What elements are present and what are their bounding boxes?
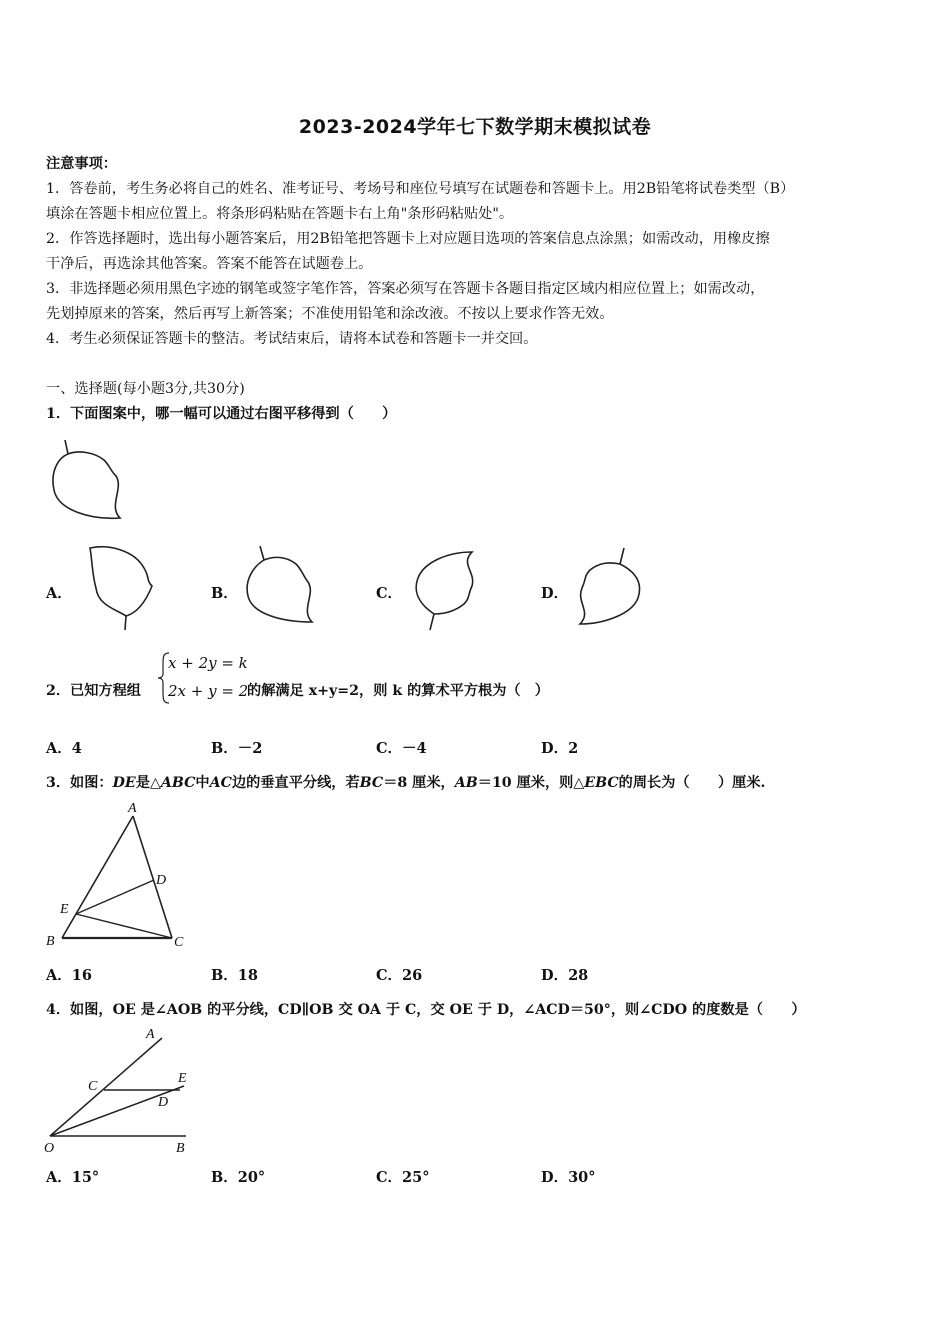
q3-text: 边的垂直平分线，若 [231, 775, 360, 791]
q3-text: 是△ [135, 775, 161, 791]
question-1: 1．下面图案中，哪一幅可以通过右图平移得到（ ） [46, 406, 397, 422]
angle-figure [40, 1024, 200, 1159]
q4-option-d: D．30° [541, 1169, 596, 1186]
notice-heading: 注意事项： [46, 156, 117, 172]
label-e: E [60, 902, 69, 917]
q3-var: BC [359, 775, 384, 791]
q3-var: AB [454, 775, 478, 791]
label-b: B [176, 1141, 185, 1156]
notice-line: 4．考生必须保证答题卡的整洁。考试结束后，请将本试卷和答题卡一并交回。 [46, 331, 538, 347]
q1-option-b: B． [211, 585, 238, 602]
q3-var: DE [112, 775, 136, 791]
leaf-option-c-figure [408, 542, 498, 637]
notice-line: 填涂在答题卡相应位置上。将条形码粘贴在答题卡右上角"条形码粘贴处"。 [46, 206, 514, 222]
section-heading: 一、选择题(每小题3分,共30分) [46, 381, 245, 397]
q2-option-b: B．－2 [211, 740, 263, 757]
notice-line: 干净后，再选涂其他答案。答案不能答在试题卷上。 [46, 256, 373, 272]
question-3 [46, 772, 766, 792]
label-o: O [44, 1141, 55, 1156]
label-a: A [128, 801, 137, 816]
page-title: 2023-2024学年七下数学期末模拟试卷 [298, 116, 652, 138]
q3-text: 3．如图： [46, 775, 113, 791]
label-d: D [158, 1095, 169, 1110]
q3-text: 中 [195, 775, 210, 791]
leaf-option-d-figure [572, 544, 662, 629]
triangle-figure [40, 800, 200, 955]
label-b: B [46, 934, 55, 949]
label-a: A [146, 1027, 155, 1042]
equation-1: x + 2y = k [168, 654, 248, 672]
q3-option-d: D．28 [541, 967, 589, 984]
q3-var: ABC [160, 775, 196, 791]
q2-option-a: A．4 [46, 740, 82, 757]
q3-option-c: C．26 [376, 967, 423, 984]
q3-var: AC [209, 775, 232, 791]
q3-option-a: A．16 [46, 967, 92, 984]
label-c: C [174, 935, 184, 950]
q4-option-b: B．20° [211, 1169, 266, 1186]
notice-line: 1．答卷前，考生务必将自己的姓名、准考证号、考场号和座位号填写在试题卷和答题卡上。用2B铅笔将试卷类型（B） [46, 181, 795, 197]
q4-option-c: C．25° [376, 1169, 430, 1186]
label-d: D [156, 873, 167, 888]
leaf-reference-figure [40, 436, 130, 526]
leaf-option-b-figure [238, 542, 328, 632]
notice-line: 先划掉原来的答案，然后再写上新答案；不准使用铅笔和涂改液。不按以上要求作答无效。 [46, 306, 614, 322]
q2-suffix: 的解满足 x+y=2，则 k 的算术平方根为（ ） [247, 683, 549, 699]
label-c: C [88, 1079, 98, 1094]
q3-text: ＝8 厘米， [383, 775, 455, 791]
question-4: 4．如图，OE 是∠AOB 的平分线，CD∥OB 交 OA 于 C，交 OE 于 D，∠ACD＝50°，则∠CDO 的度数是（ ） [46, 1002, 806, 1018]
q2-prefix: 2．已知方程组 [46, 683, 141, 699]
q3-text: ＝10 厘米，则△ [477, 775, 585, 791]
q1-option-d: D． [541, 585, 569, 602]
q1-option-c: C． [376, 585, 403, 602]
leaf-option-a-figure [78, 540, 168, 635]
q3-option-b: B．18 [211, 967, 258, 984]
q1-option-a: A． [46, 585, 72, 602]
q2-option-c: C．－4 [376, 740, 427, 757]
label-e: E [178, 1071, 187, 1086]
equation-2: 2x + y = 2 [168, 682, 249, 700]
q3-var: EBC [584, 775, 619, 791]
q3-text: 的周长为（ ）厘米. [618, 775, 766, 791]
q4-option-a: A．15° [46, 1169, 100, 1186]
notice-line: 3．非选择题必须用黑色字迹的钢笔或签字笔作答，答案必须写在答题卡各题目指定区域内相应位置上；如需改动， [46, 281, 765, 297]
q2-option-d: D．2 [541, 740, 579, 757]
notice-line: 2．作答选择题时，选出每小题答案后，用2B铅笔把答题卡上对应题目选项的答案信息点涂黑；如需改动，用橡皮擦 [46, 231, 770, 247]
